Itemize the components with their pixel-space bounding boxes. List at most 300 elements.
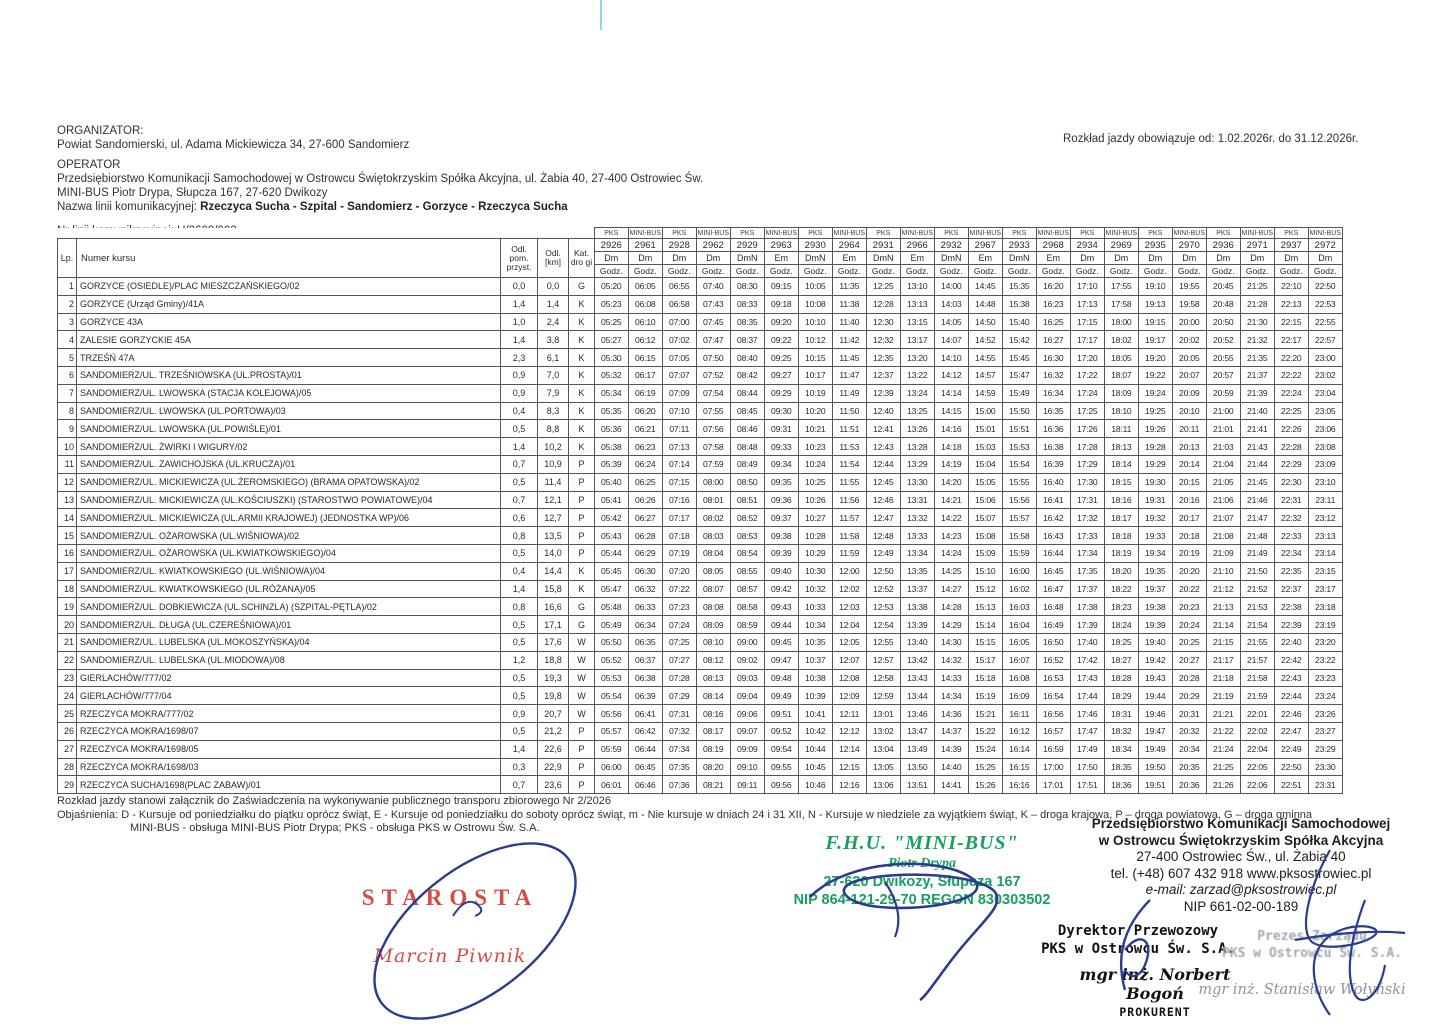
departure-time: 22:57 [1308,331,1343,349]
departure-time: 23:08 [1308,438,1343,456]
distance-km: 7,9 [538,384,569,402]
departure-time: 05:36 [595,420,629,438]
departure-time: 11:58 [832,527,867,545]
departure-time: 23:04 [1308,384,1343,402]
departure-time: 18:27 [1104,651,1139,669]
minibus-stamp-line1: F.H.U. "MINI-BUS" [825,832,1019,854]
departure-time: 17:51 [1071,776,1105,794]
document-header [57,124,703,238]
departure-time: 22:38 [1275,598,1309,616]
departure-time: 13:01 [867,705,901,723]
departure-time: 21:25 [1240,278,1275,296]
departure-time: 08:53 [731,527,765,545]
distance-km: 12,1 [538,491,569,509]
departure-time: 22:04 [1240,740,1275,758]
departure-time: 16:25 [1036,313,1071,331]
departure-time: 08:48 [731,438,765,456]
godz-label: Godz. [1071,265,1105,278]
departure-time: 09:47 [764,651,799,669]
departure-time: 16:03 [1003,598,1037,616]
departure-time: 12:14 [832,740,867,758]
departure-time: 13:31 [900,491,935,509]
table-row [58,473,1343,491]
departure-time: 06:12 [628,331,663,349]
departure-time: 10:20 [799,402,833,420]
starosta-name: Marcin Piwnik [373,945,527,967]
table-row [58,509,1343,527]
stop-name: RZECZYCA MOKRA/777/02 [77,705,501,723]
departure-time: 16:11 [1003,705,1037,723]
departure-time: 05:39 [595,455,629,473]
departure-time: 22:24 [1275,384,1309,402]
distance-between-stops: 0,7 [501,491,538,509]
departure-time: 21:18 [1207,669,1241,687]
departure-time: 14:59 [968,384,1003,402]
departure-time: 21:50 [1240,562,1275,580]
departure-time: 14:39 [935,740,969,758]
starosta-stamp [330,885,570,967]
departure-time: 13:29 [900,455,935,473]
table-row [58,455,1343,473]
course-number: 2930 [799,239,833,252]
distance-km: 6,1 [538,349,569,367]
departure-time: 22:34 [1275,544,1309,562]
distance-between-stops: 0,5 [501,722,538,740]
departure-time: 19:20 [1139,349,1173,367]
departure-time: 10:17 [799,366,833,384]
departure-time: 07:56 [696,420,731,438]
operator-line2: MINI-BUS Piotr Drypa, Słupcza 167, 27-620 Dwikozy [57,187,328,199]
departure-time: 19:40 [1139,633,1173,651]
departure-time: 07:22 [663,580,697,598]
departure-time: 16:15 [1003,758,1037,776]
departure-time: 11:45 [832,349,867,367]
departure-time: 21:25 [1207,758,1241,776]
departure-time: 19:51 [1139,776,1173,794]
departure-time: 20:57 [1207,366,1241,384]
departure-time: 09:52 [764,722,799,740]
departure-time: 15:06 [968,491,1003,509]
departure-time: 15:45 [1003,349,1037,367]
day-code: Dm [628,252,663,265]
stop-name: SANDOMIERZ/UL. LUBELSKA (UL.MIODOWA)/08 [77,651,501,669]
departure-time: 16:05 [1003,633,1037,651]
row-number: 15 [58,527,77,545]
departure-time: 14:40 [935,758,969,776]
departure-time: 17:38 [1071,598,1105,616]
departure-time: 10:33 [799,598,833,616]
day-code: Dm [1240,252,1275,265]
departure-time: 21:04 [1207,455,1241,473]
distance-km: 20,7 [538,705,569,723]
departure-time: 18:02 [1104,331,1139,349]
road-category: G [569,598,595,616]
departure-time: 07:47 [696,331,731,349]
departure-time: 18:15 [1104,473,1139,491]
departure-time: 09:07 [731,722,765,740]
departure-time: 18:25 [1104,633,1139,651]
departure-time: 21:44 [1240,455,1275,473]
departure-time: 16:47 [1036,580,1071,598]
departure-time: 07:34 [663,740,697,758]
row-number: 23 [58,669,77,687]
departure-time: 12:08 [832,669,867,687]
road-category: P [569,740,595,758]
course-number: 2972 [1308,239,1343,252]
distance-between-stops: 0,5 [501,544,538,562]
day-code: Dm [663,252,697,265]
departure-time: 16:16 [1003,776,1037,794]
departure-time: 10:37 [799,651,833,669]
departure-time: 14:34 [935,687,969,705]
departure-time: 15:00 [968,402,1003,420]
departure-time: 17:13 [1071,295,1105,313]
departure-time: 16:48 [1036,598,1071,616]
departure-time: 12:54 [867,616,901,634]
departure-time: 10:21 [799,420,833,438]
departure-time: 09:34 [764,455,799,473]
departure-time: 18:13 [1104,438,1139,456]
godz-label: Godz. [1139,265,1173,278]
departure-time: 19:44 [1139,687,1173,705]
course-number: 2968 [1036,239,1071,252]
distance-km: 18,8 [538,651,569,669]
departure-time: 17:24 [1071,384,1105,402]
departure-time: 09:38 [764,527,799,545]
row-number: 17 [58,562,77,580]
stop-name: SANDOMIERZ/UL. TRZEŚNIOWSKA (UL.PROSTA)/01 [77,366,501,384]
road-category: K [569,580,595,598]
header-lp: Lp. [58,239,77,278]
departure-time: 18:24 [1104,616,1139,634]
departure-time: 12:03 [832,598,867,616]
departure-time: 10:05 [799,278,833,296]
departure-time: 18:36 [1104,776,1139,794]
distance-km: 19,8 [538,687,569,705]
departure-time: 08:20 [696,758,731,776]
departure-time: 15:57 [1003,509,1037,527]
distance-km: 16,6 [538,598,569,616]
departure-time: 21:24 [1207,740,1241,758]
departure-time: 15:18 [968,669,1003,687]
departure-time: 23:26 [1308,705,1343,723]
departure-time: 21:00 [1207,402,1241,420]
departure-time: 23:10 [1308,473,1343,491]
departure-time: 14:00 [935,278,969,296]
row-number: 18 [58,580,77,598]
departure-time: 10:23 [799,438,833,456]
departure-time: 18:20 [1104,562,1139,580]
departure-time: 15:14 [968,616,1003,634]
departure-time: 11:38 [832,295,867,313]
day-code: Em [900,252,935,265]
course-number: 2971 [1240,239,1275,252]
row-number: 6 [58,366,77,384]
departure-time: 13:49 [900,740,935,758]
departure-time: 08:59 [731,616,765,634]
departure-time: 19:50 [1139,758,1173,776]
departure-time: 05:40 [595,473,629,491]
prezes-line2: PKS w Ostrowcu Św. S.A. [1222,946,1403,961]
departure-time: 17:10 [1071,278,1105,296]
departure-time: 22:20 [1275,349,1309,367]
departure-time: 23:15 [1308,562,1343,580]
departure-time: 10:34 [799,616,833,634]
godz-label: Godz. [1036,265,1071,278]
carrier-label: PKS [595,228,629,239]
departure-time: 22:35 [1275,562,1309,580]
table-row [58,420,1343,438]
distance-km: 14,4 [538,562,569,580]
departure-time: 06:26 [628,491,663,509]
departure-time: 20:36 [1172,776,1207,794]
stop-name: SANDOMIERZ/UL. KWIATKOWSKIEGO (UL.RÓŻANA)/05 [77,580,501,598]
departure-time: 07:50 [696,349,731,367]
departure-time: 09:09 [731,740,765,758]
starosta-title: STAROSTA [361,885,539,910]
organizer-value: Powiat Sandomierski, ul. Adama Mickiewicza 34, 27-600 Sandomierz [57,139,410,151]
departure-time: 17:50 [1071,758,1105,776]
departure-time: 12:39 [867,384,901,402]
road-category: K [569,384,595,402]
day-code: Em [1036,252,1071,265]
departure-time: 09:31 [764,420,799,438]
row-number: 26 [58,722,77,740]
departure-time: 20:32 [1172,722,1207,740]
departure-time: 18:11 [1104,420,1139,438]
departure-time: 15:10 [968,562,1003,580]
day-code: Em [832,252,867,265]
minibus-stamp-line2: Piotr Drypa [887,856,957,871]
departure-time: 17:31 [1071,491,1105,509]
departure-time: 18:14 [1104,455,1139,473]
departure-time: 05:23 [595,295,629,313]
distance-between-stops: 0,9 [501,366,538,384]
departure-time: 15:51 [1003,420,1037,438]
distance-between-stops: 0,9 [501,705,538,723]
departure-time: 13:15 [900,313,935,331]
departure-time: 13:10 [900,278,935,296]
row-number: 3 [58,313,77,331]
distance-between-stops: 1,4 [501,295,538,313]
departure-time: 13:17 [900,331,935,349]
organizer-label: ORGANIZATOR: [57,125,144,137]
departure-time: 14:50 [968,313,1003,331]
departure-time: 09:15 [764,278,799,296]
departure-time: 05:52 [595,651,629,669]
distance-between-stops: 0,8 [501,598,538,616]
row-number: 2 [58,295,77,313]
departure-time: 10:32 [799,580,833,598]
row-number: 21 [58,633,77,651]
departure-time: 23:18 [1308,598,1343,616]
row-number: 27 [58,740,77,758]
departure-time: 14:15 [935,402,969,420]
stop-name: GORZYCE (Urząd Gminy)/41A [77,295,501,313]
departure-time: 15:35 [1003,278,1037,296]
departure-time: 06:30 [628,562,663,580]
departure-time: 17:34 [1071,544,1105,562]
departure-time: 08:00 [696,473,731,491]
departure-time: 15:58 [1003,527,1037,545]
departure-time: 15:12 [968,580,1003,598]
header-spacer [58,228,595,239]
distance-between-stops: 0,4 [501,562,538,580]
departure-time: 21:41 [1240,420,1275,438]
prezes-name: mgr inż. Stanisław Wołyński [1198,982,1406,998]
departure-time: 08:37 [731,331,765,349]
departure-time: 17:55 [1104,278,1139,296]
godz-label: Godz. [696,265,731,278]
departure-time: 17:35 [1071,562,1105,580]
day-code: Dm [696,252,731,265]
departure-time: 07:36 [663,776,697,794]
departure-time: 08:01 [696,491,731,509]
distance-between-stops: 1,4 [501,438,538,456]
row-number: 22 [58,651,77,669]
departure-time: 06:29 [628,544,663,562]
pks-line5: e-mail: zarzad@pksostrowiec.pl [1145,882,1337,897]
distance-between-stops: 0,5 [501,420,538,438]
road-category: K [569,366,595,384]
departure-time: 07:54 [696,384,731,402]
departure-time: 08:40 [731,349,765,367]
road-category: K [569,562,595,580]
row-number: 8 [58,402,77,420]
departure-time: 06:35 [628,633,663,651]
table-row [58,740,1343,758]
departure-time: 08:33 [731,295,765,313]
course-number: 2926 [595,239,629,252]
stop-name: RZECZYCA MOKRA/1698/05 [77,740,501,758]
distance-between-stops: 1,4 [501,580,538,598]
departure-time: 07:28 [663,669,697,687]
departure-time: 21:49 [1240,544,1275,562]
course-number: 2967 [968,239,1003,252]
departure-time: 16:39 [1036,455,1071,473]
departure-time: 21:15 [1207,633,1241,651]
departure-time: 14:57 [968,366,1003,384]
departure-time: 20:16 [1172,491,1207,509]
departure-time: 17:20 [1071,349,1105,367]
distance-between-stops: 0,5 [501,633,538,651]
table-row [58,313,1343,331]
departure-time: 21:22 [1207,722,1241,740]
departure-time: 22:49 [1275,740,1309,758]
departure-time: 22:37 [1275,580,1309,598]
departure-time: 17:15 [1071,313,1105,331]
departure-time: 22:53 [1308,295,1343,313]
departure-time: 19:26 [1139,420,1173,438]
departure-time: 11:49 [832,384,867,402]
departure-time: 20:24 [1172,616,1207,634]
departure-time: 13:04 [867,740,901,758]
departure-time: 16:20 [1036,278,1071,296]
row-number: 11 [58,455,77,473]
departure-time: 12:09 [832,687,867,705]
stop-name: GIERLACHÓW/777/02 [77,669,501,687]
row-number: 29 [58,776,77,794]
departure-time: 13:32 [900,509,935,527]
table-row [58,616,1343,634]
departure-time: 22:40 [1275,633,1309,651]
departure-time: 22:17 [1275,331,1309,349]
departure-time: 21:47 [1240,509,1275,527]
departure-time: 22:29 [1275,455,1309,473]
departure-time: 15:21 [968,705,1003,723]
course-number: 2933 [1003,239,1037,252]
departure-time: 21:14 [1207,616,1241,634]
line-name-value: Rzeczyca Sucha - Szpital - Sandomierz - Gorzyce - Rzeczyca Sucha [200,201,568,213]
departure-time: 18:05 [1104,349,1139,367]
distance-km: 0,0 [538,278,569,296]
departure-time: 11:40 [832,313,867,331]
departure-time: 14:16 [935,420,969,438]
carrier-label: PKS [1207,228,1241,239]
departure-time: 11:59 [832,544,867,562]
departure-time: 13:34 [900,544,935,562]
departure-time: 20:02 [1172,331,1207,349]
table-row [58,366,1343,384]
departure-time: 09:10 [731,758,765,776]
departure-time: 19:43 [1139,669,1173,687]
departure-time: 07:31 [663,705,697,723]
departure-time: 17:33 [1071,527,1105,545]
departure-time: 07:13 [663,438,697,456]
departure-time: 07:59 [696,455,731,473]
dyrektor-line2: PKS w Ostrowcu Św. S.A. [1041,941,1235,957]
departure-time: 21:40 [1240,402,1275,420]
departure-time: 10:29 [799,544,833,562]
departure-time: 07:27 [663,651,697,669]
departure-time: 17:01 [1036,776,1071,794]
departure-time: 12:05 [832,633,867,651]
departure-time: 20:35 [1172,758,1207,776]
departure-time: 13:33 [900,527,935,545]
departure-time: 06:24 [628,455,663,473]
departure-time: 23:31 [1308,776,1343,794]
departure-time: 08:55 [731,562,765,580]
departure-time: 09:55 [764,758,799,776]
departure-time: 08:02 [696,509,731,527]
stop-name: SANDOMIERZ/UL. OŻAROWSKA (UL.KWIATKOWSKIEGO)/04 [77,544,501,562]
carrier-label: PKS [1003,228,1037,239]
departure-time: 07:17 [663,509,697,527]
departure-time: 22:42 [1275,651,1309,669]
departure-time: 23:19 [1308,616,1343,634]
carrier-label: PKS [1071,228,1105,239]
departure-time: 07:55 [696,402,731,420]
pks-address-stamp [1085,816,1397,915]
distance-km: 14,0 [538,544,569,562]
carrier-label: MINI-BUS [1241,229,1273,237]
departure-time: 08:30 [731,278,765,296]
departure-time: 18:23 [1104,598,1139,616]
departure-time: 16:53 [1036,669,1071,687]
departure-time: 07:00 [663,313,697,331]
departure-time: 09:37 [764,509,799,527]
departure-time: 16:30 [1036,349,1071,367]
distance-km: 8,8 [538,420,569,438]
departure-time: 16:38 [1036,438,1071,456]
departure-time: 19:31 [1139,491,1173,509]
distance-between-stops: 0,8 [501,527,538,545]
departure-time: 12:55 [867,633,901,651]
departure-time: 23:06 [1308,420,1343,438]
road-category: K [569,295,595,313]
departure-time: 17:32 [1071,509,1105,527]
departure-time: 06:39 [628,687,663,705]
